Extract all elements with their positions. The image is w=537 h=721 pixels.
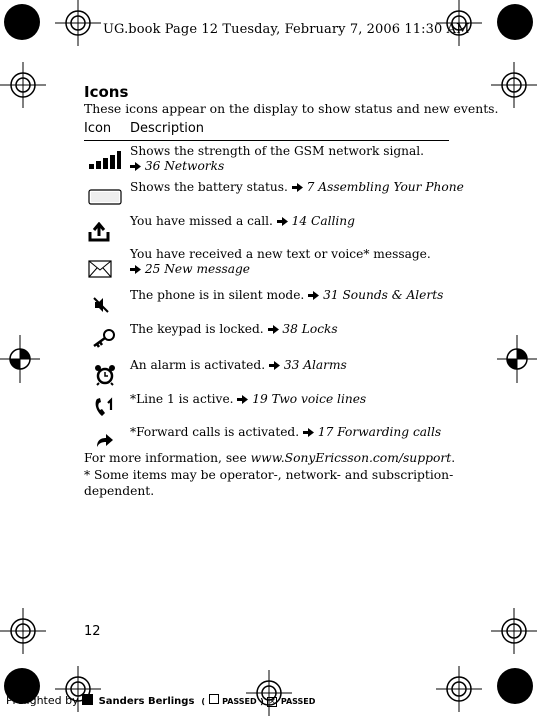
registration-mark-bottom-right: [493, 664, 537, 708]
forward-calls-icon: [95, 430, 115, 448]
reference-arrow-icon: [237, 395, 248, 404]
row-reference: 19 Two voice lines: [252, 392, 367, 406]
row-description: The keypad is locked.: [130, 322, 264, 336]
table-row: [130, 358, 347, 373]
table-row: [130, 392, 366, 407]
row-reference: 25 New message: [144, 262, 250, 276]
crosshair-mark-left-upper: [0, 62, 46, 108]
battery-icon: [88, 189, 122, 205]
paren-open: (: [201, 697, 206, 706]
row-description: *Forward calls is activated.: [130, 425, 300, 439]
table-row: [130, 322, 338, 337]
silent-mode-icon: [92, 296, 110, 314]
line-1-icon: [93, 397, 115, 419]
section-intro: These icons appear on the display to show status and new events.: [84, 101, 499, 116]
reference-arrow-icon: [130, 265, 141, 274]
print-slug-header: UG.book Page 12 Tuesday, February 7, 2006 11:30 AM: [103, 22, 470, 37]
column-header-description: Description: [130, 121, 205, 136]
crosshair-mark-bottom-center: [246, 670, 292, 716]
table-row: [130, 180, 464, 195]
column-header-icon: Icon: [84, 121, 112, 136]
row-reference: 38 Locks: [282, 322, 338, 336]
row-description: You have missed a call.: [130, 214, 273, 228]
row-reference: 14 Calling: [291, 214, 355, 228]
section-title: Icons: [84, 83, 129, 101]
row-reference: 36 Networks: [144, 159, 225, 173]
row-description: *Line 1 is active.: [130, 392, 234, 406]
table-row: [130, 425, 441, 440]
preflight-label: Prelighted by: [6, 694, 79, 707]
preflight-brand: Sanders Berlings: [98, 696, 195, 707]
row-description: Shows the battery status.: [130, 180, 288, 194]
table-row: [130, 288, 443, 303]
row-reference: 33 Alarms: [283, 358, 347, 372]
alarm-clock-icon: [94, 364, 116, 386]
footnote-line-1: * Some items may be operator-, network- and subscription-: [84, 468, 454, 482]
row-reference: 7 Assembling Your Phone: [306, 180, 464, 194]
support-url: www.SonyEricsson.com/support: [250, 451, 452, 465]
table-row: [130, 144, 424, 174]
more-info-prefix: For more information, see: [84, 451, 251, 465]
passed-label-2: PASSED: [280, 697, 316, 706]
crosshair-mark-left-lower: [0, 608, 46, 654]
crosshair-mark-bottom-right: [436, 666, 482, 712]
keypad-lock-icon: [91, 328, 117, 348]
missed-call-icon: [88, 222, 112, 242]
footnote-line-2: dependent.: [84, 484, 155, 498]
crosshair-mark-top-left: [55, 0, 101, 46]
passed-label: PASSED: [222, 697, 257, 706]
page-number: 12: [84, 624, 101, 639]
more-info-suffix: .: [451, 451, 456, 465]
checked-box-icon: ✕: [268, 697, 276, 706]
reference-arrow-icon: [268, 325, 279, 334]
registration-mark-top-right: [493, 0, 537, 44]
envelope-icon: [88, 260, 112, 278]
reference-arrow-icon: [277, 217, 288, 226]
reference-arrow-icon: [130, 162, 141, 171]
crosshair-mark-left-middle: [0, 335, 40, 383]
checkbox-icon: [209, 694, 219, 704]
table-header-rule: [84, 140, 449, 141]
registration-mark-top-left: [0, 0, 44, 44]
crosshair-mark-right-middle: [497, 335, 537, 383]
signal-strength-icon: [88, 150, 122, 170]
reference-arrow-icon: [292, 183, 303, 192]
row-description: Shows the strength of the GSM network signal.: [130, 144, 425, 158]
row-reference: 17 Forwarding calls: [317, 425, 442, 439]
table-row: [130, 214, 355, 229]
row-description: The phone is in silent mode.: [130, 288, 305, 302]
sanders-logo-icon: [82, 694, 93, 705]
crosshair-mark-right-lower: [491, 608, 537, 654]
reference-arrow-icon: [303, 428, 314, 437]
more-info-line: [84, 451, 455, 466]
paren-close: ): [260, 697, 264, 706]
row-description: An alarm is activated.: [130, 358, 266, 372]
row-reference: 31 Sounds & Alerts: [323, 288, 444, 302]
reference-arrow-icon: [308, 291, 319, 300]
reference-arrow-icon: [269, 361, 280, 370]
table-row: [130, 247, 431, 277]
preflight-stamp: [6, 694, 315, 707]
row-description: You have received a new text or voice* message.: [130, 247, 431, 261]
